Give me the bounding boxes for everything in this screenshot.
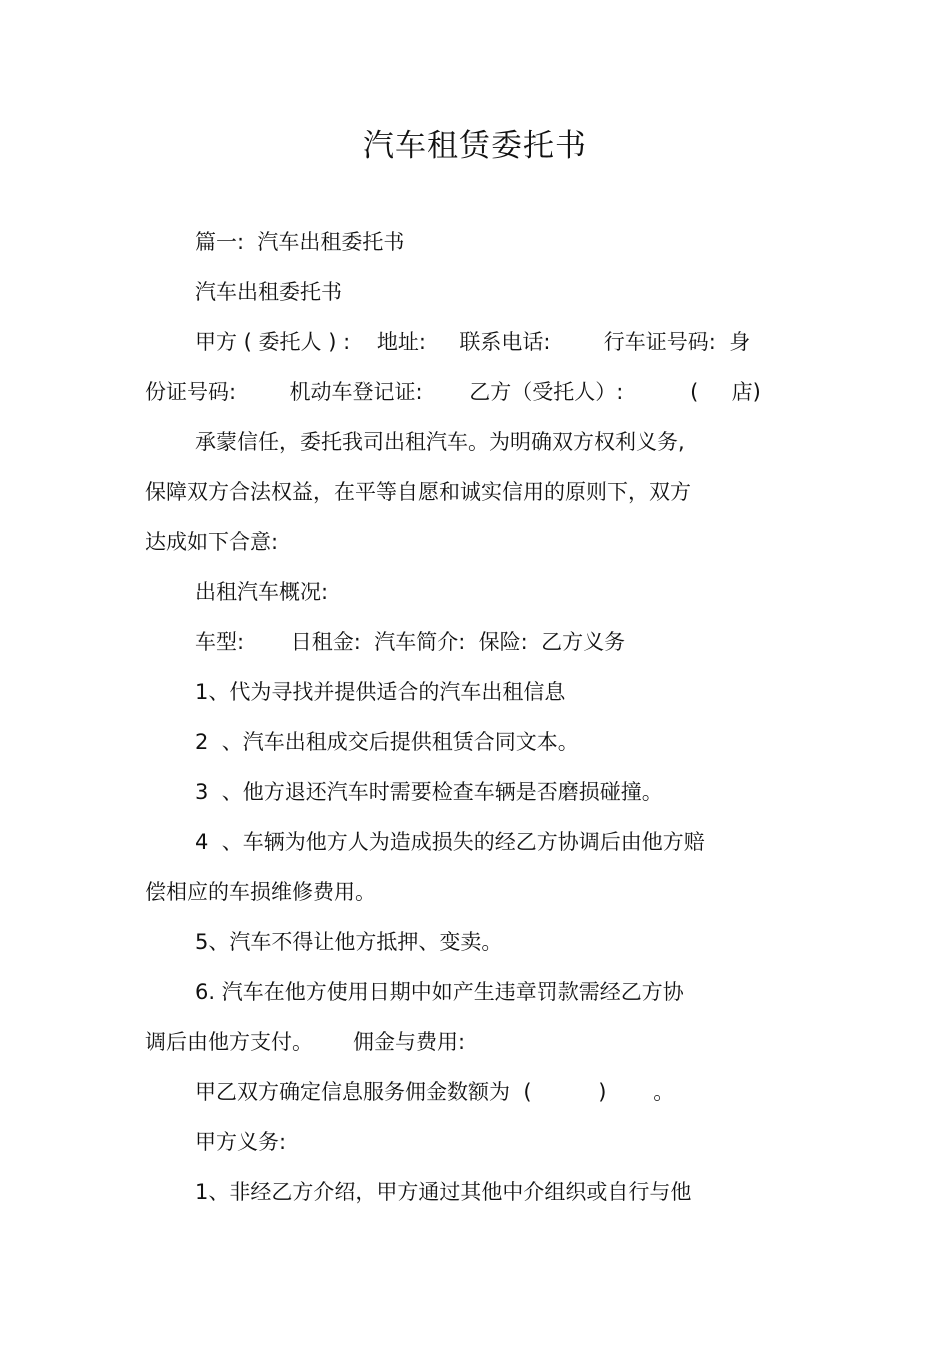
party-a-line: 甲方 ( 委托人 ) : 地址: 联系电话: 行车证号码: 身 xyxy=(195,330,751,354)
paragraph-line: 保障双方合法权益，在平等自愿和诚实信用的原则下，双方 xyxy=(145,480,691,504)
paragraph-line: 达成如下合意: xyxy=(145,530,279,554)
paragraph-line: 车型: 日租金: 汽车简介: 保险: 乙方义务 xyxy=(195,630,626,654)
list-item: 1、代为寻找并提供适合的汽车出租信息 xyxy=(195,680,566,704)
list-item: 1、非经乙方介绍，甲方通过其他中介组织或自行与他 xyxy=(195,1180,692,1204)
paragraph-line: 承蒙信任，委托我司出租汽车。为明确双方权利义务, xyxy=(195,430,685,454)
document-title: 汽车租赁委托书 xyxy=(363,128,587,164)
list-item: 6. 汽车在他方使用日期中如产生违章罚款需经乙方协 xyxy=(195,980,684,1004)
paragraph-line: 出租汽车概况: xyxy=(195,580,329,604)
subheading: 汽车出租委托书 xyxy=(195,280,342,304)
paragraph-line: 甲方义务: xyxy=(195,1130,287,1154)
paragraph-line: 甲乙双方确定信息服务佣金数额为 ( ) 。 xyxy=(195,1080,675,1104)
list-item: 4 、车辆为他方人为造成损失的经乙方协调后由他方赔 xyxy=(195,830,705,854)
section-heading: 篇一: 汽车出租委托书 xyxy=(195,230,405,254)
list-item-continued: 调后由他方支付。 佣金与费用: xyxy=(145,1030,466,1054)
list-item: 3 、他方退还汽车时需要检查车辆是否磨损碰撞。 xyxy=(195,780,663,804)
party-b-line: 份证号码: 机动车登记证: 乙方（受托人）: ( 店) xyxy=(145,380,761,404)
list-item-continued: 偿相应的车损维修费用。 xyxy=(145,880,376,904)
list-item: 5、汽车不得让他方抵押、变卖。 xyxy=(195,930,503,954)
list-item: 2 、汽车出租成交后提供租赁合同文本。 xyxy=(195,730,579,754)
